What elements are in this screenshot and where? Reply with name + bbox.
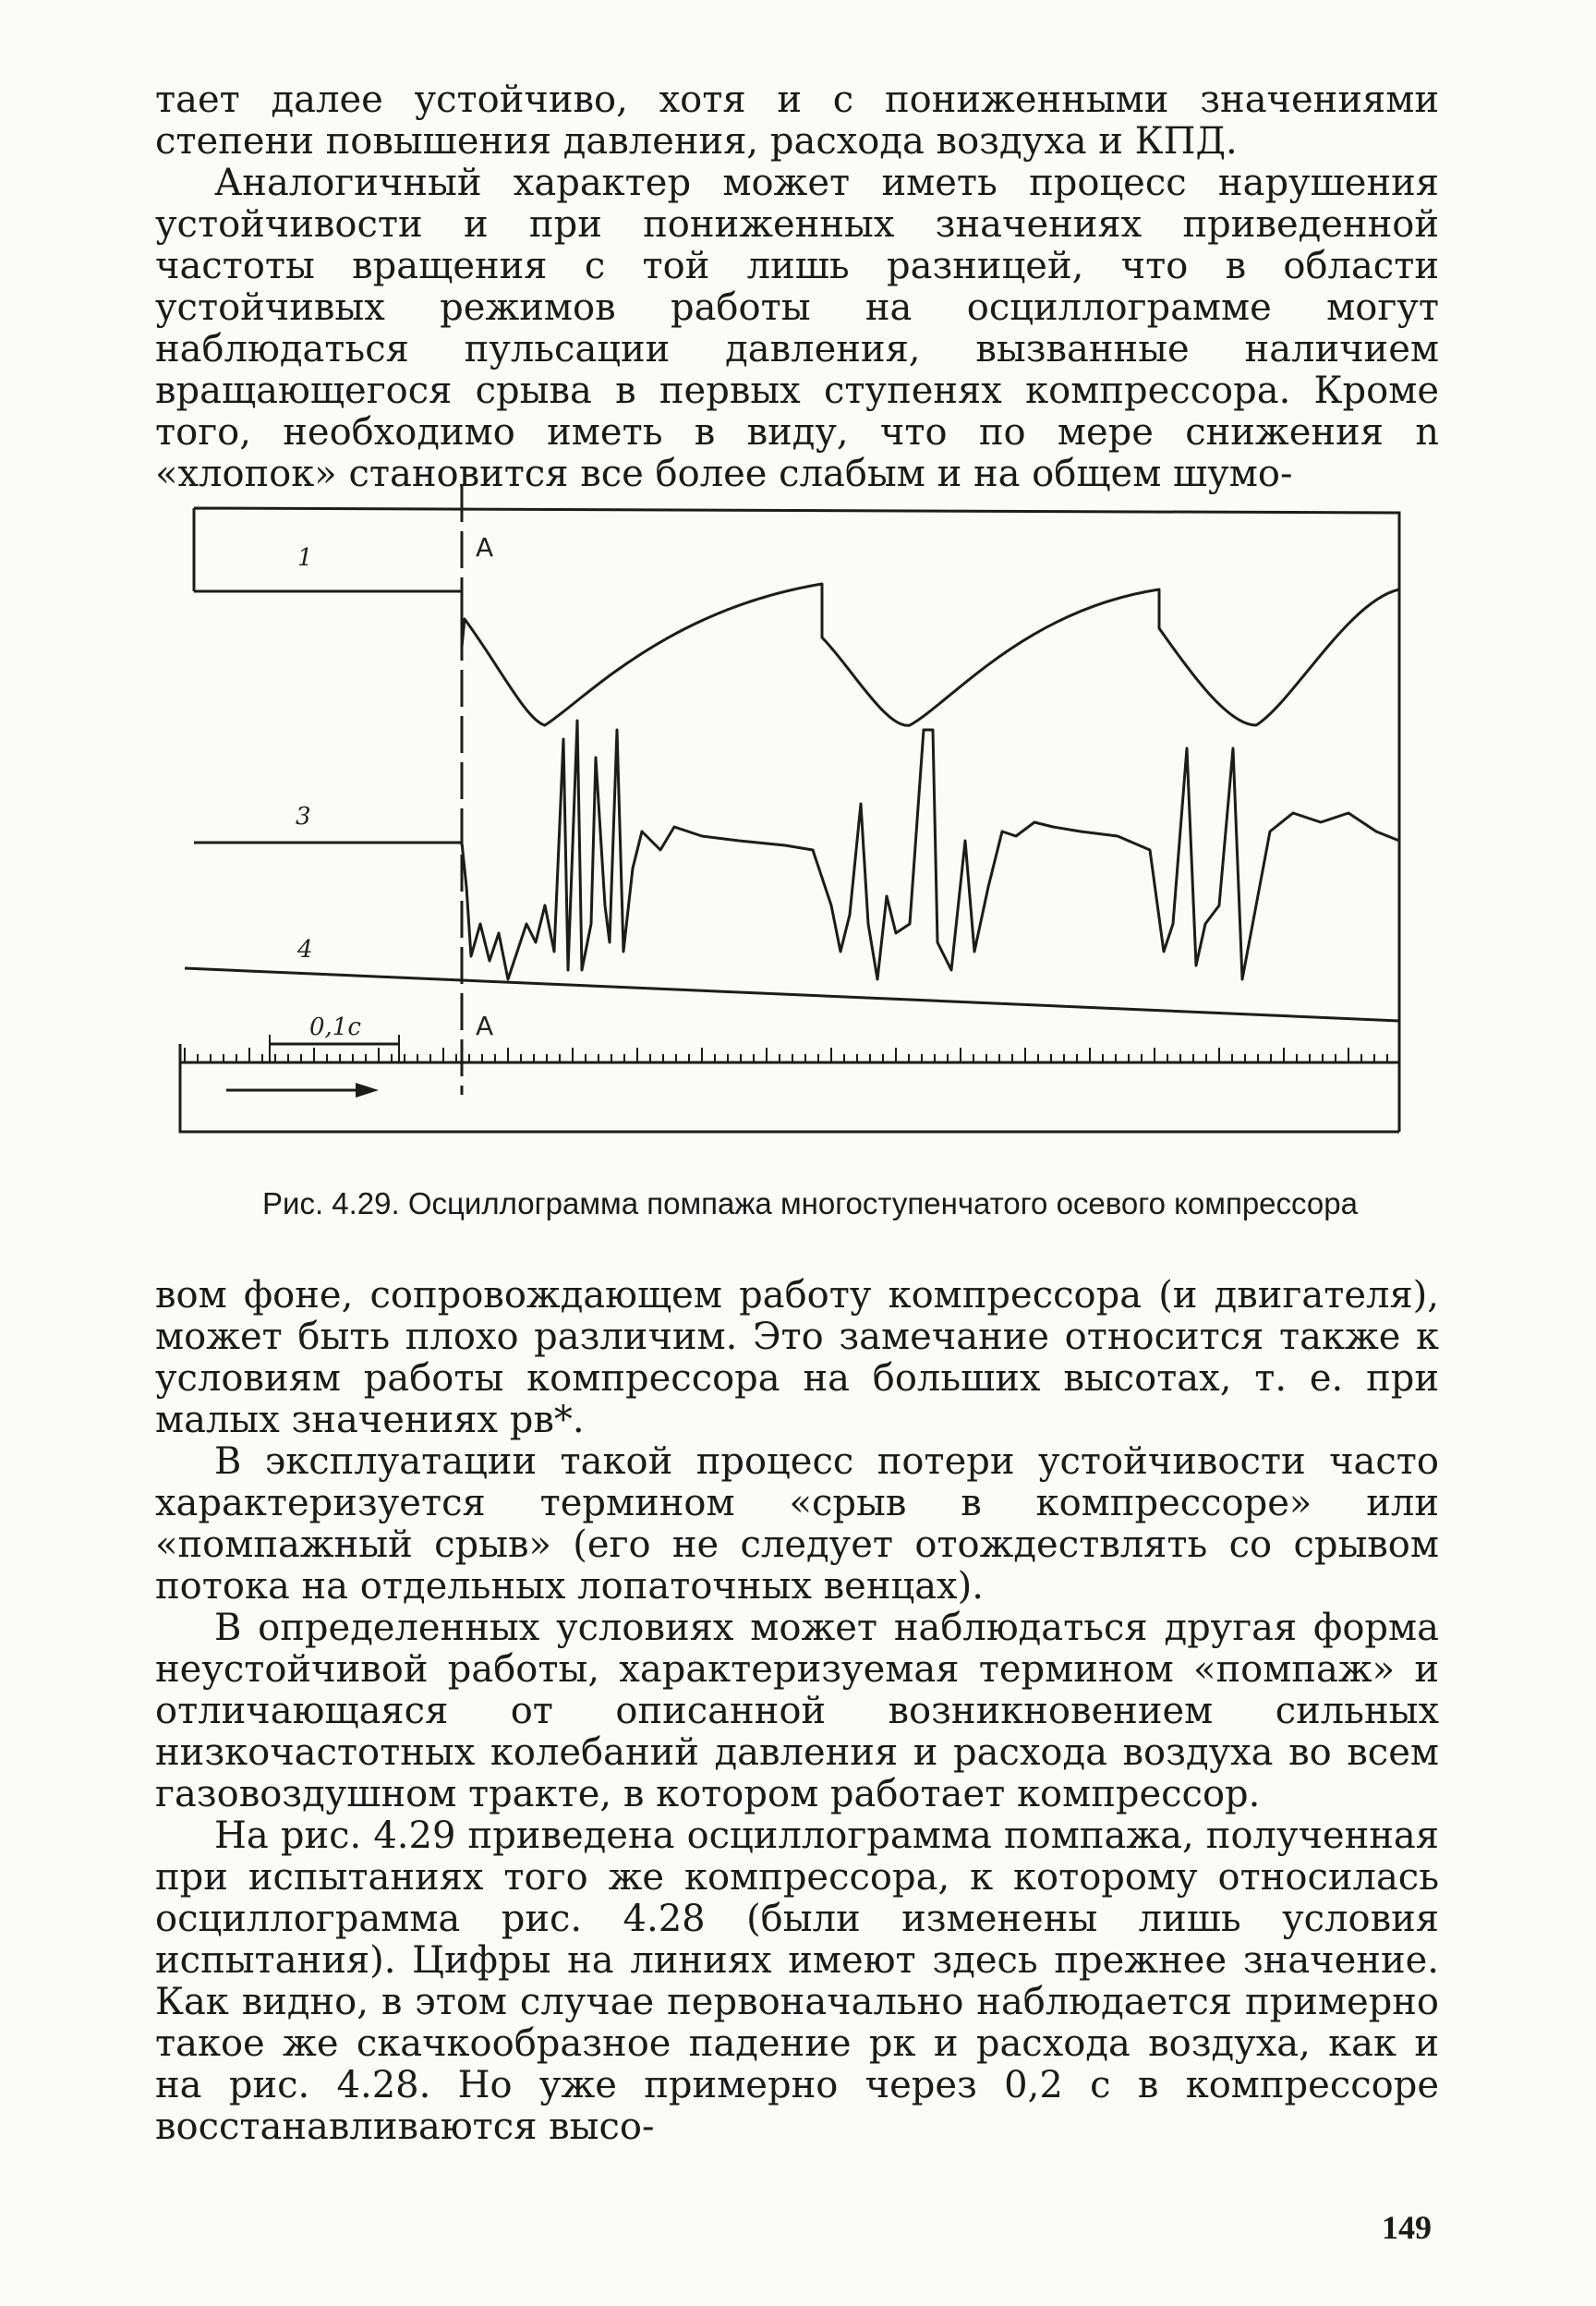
marker-a-label-bottom: A <box>476 1011 494 1041</box>
trace-1-label: 1 <box>297 544 313 572</box>
arrow-head-icon <box>356 1083 379 1098</box>
trace-3 <box>194 721 1399 979</box>
paragraph-1: тает далее устойчиво, хотя и с пониженными значениями степени повышения давления, расхода воздуха и КПД. <box>155 79 1439 163</box>
marker-a-label-top: A <box>476 532 494 563</box>
paragraph-2: Аналогичный характер может иметь процесс нарушения устойчивости и при пониженных значениях приведенной частоты вращения с той лишь разницей, что в области устойчивых режимов работы на осциллограмме могут наблюдаться пульсации давления, вызванные наличием вращающегося срыва в первых ступенях компрессора. Кроме того, необходимо иметь в виду, что по мере снижения n «хлопок» становится все более слабым и на общем шумо- <box>155 162 1439 495</box>
page-number: 149 <box>1382 2209 1432 2246</box>
trace-4-label: 4 <box>297 936 313 964</box>
trace-4 <box>185 968 1399 1021</box>
trace-1 <box>194 584 1399 725</box>
time-ticks <box>185 1048 1387 1062</box>
time-scale-label: 0,1с <box>309 1013 361 1041</box>
paragraph-6: На рис. 4.29 приведена осциллограмма помпажа, полученная при испытаниях того же компрессора, к которому относилась осциллограмма рис. 4.28 (были изменены лишь условия испытания). Цифры на линиях имеют здесь прежнее значение. Как видно, в этом случае первоначально наблюдается примерно такое же скачкообразное падение pк и расхода воздуха, как и на рис. 4.28. Но уже примерно через 0,2 с в компрессоре восстанавливаются высо- <box>155 1814 1439 2148</box>
oscillogram-frame <box>180 508 1399 1132</box>
trace-3-label: 3 <box>296 803 311 831</box>
paragraph-3: вом фоне, сопровождающем работу компрессора (и двигателя), может быть плохо различим. Это замечание относится также к условиям работы компрессора на больших высотах, т. е. при малых значениях pв*. <box>155 1274 1439 1441</box>
paragraph-4: В эксплуатации такой процесс потери устойчивости часто характеризуется термином «срыв в компрессоре» или «помпажный срыв» (его не следует отождествлять со срывом потока на отдельных лопаточных венцах). <box>155 1440 1439 1608</box>
figure-caption: Рис. 4.29. Осциллограмма помпажа многоступенчатого осевого компрессора <box>262 1186 1358 1220</box>
paragraph-5: В определенных условиях может наблюдаться другая форма неустойчивой работы, характеризуемая термином «помпаж» и отличающаяся от описанной возникновением сильных низкочастотных колебаний давления и расхода воздуха во всем газовоздушном тракте, в котором работает компрессор. <box>155 1607 1439 1815</box>
